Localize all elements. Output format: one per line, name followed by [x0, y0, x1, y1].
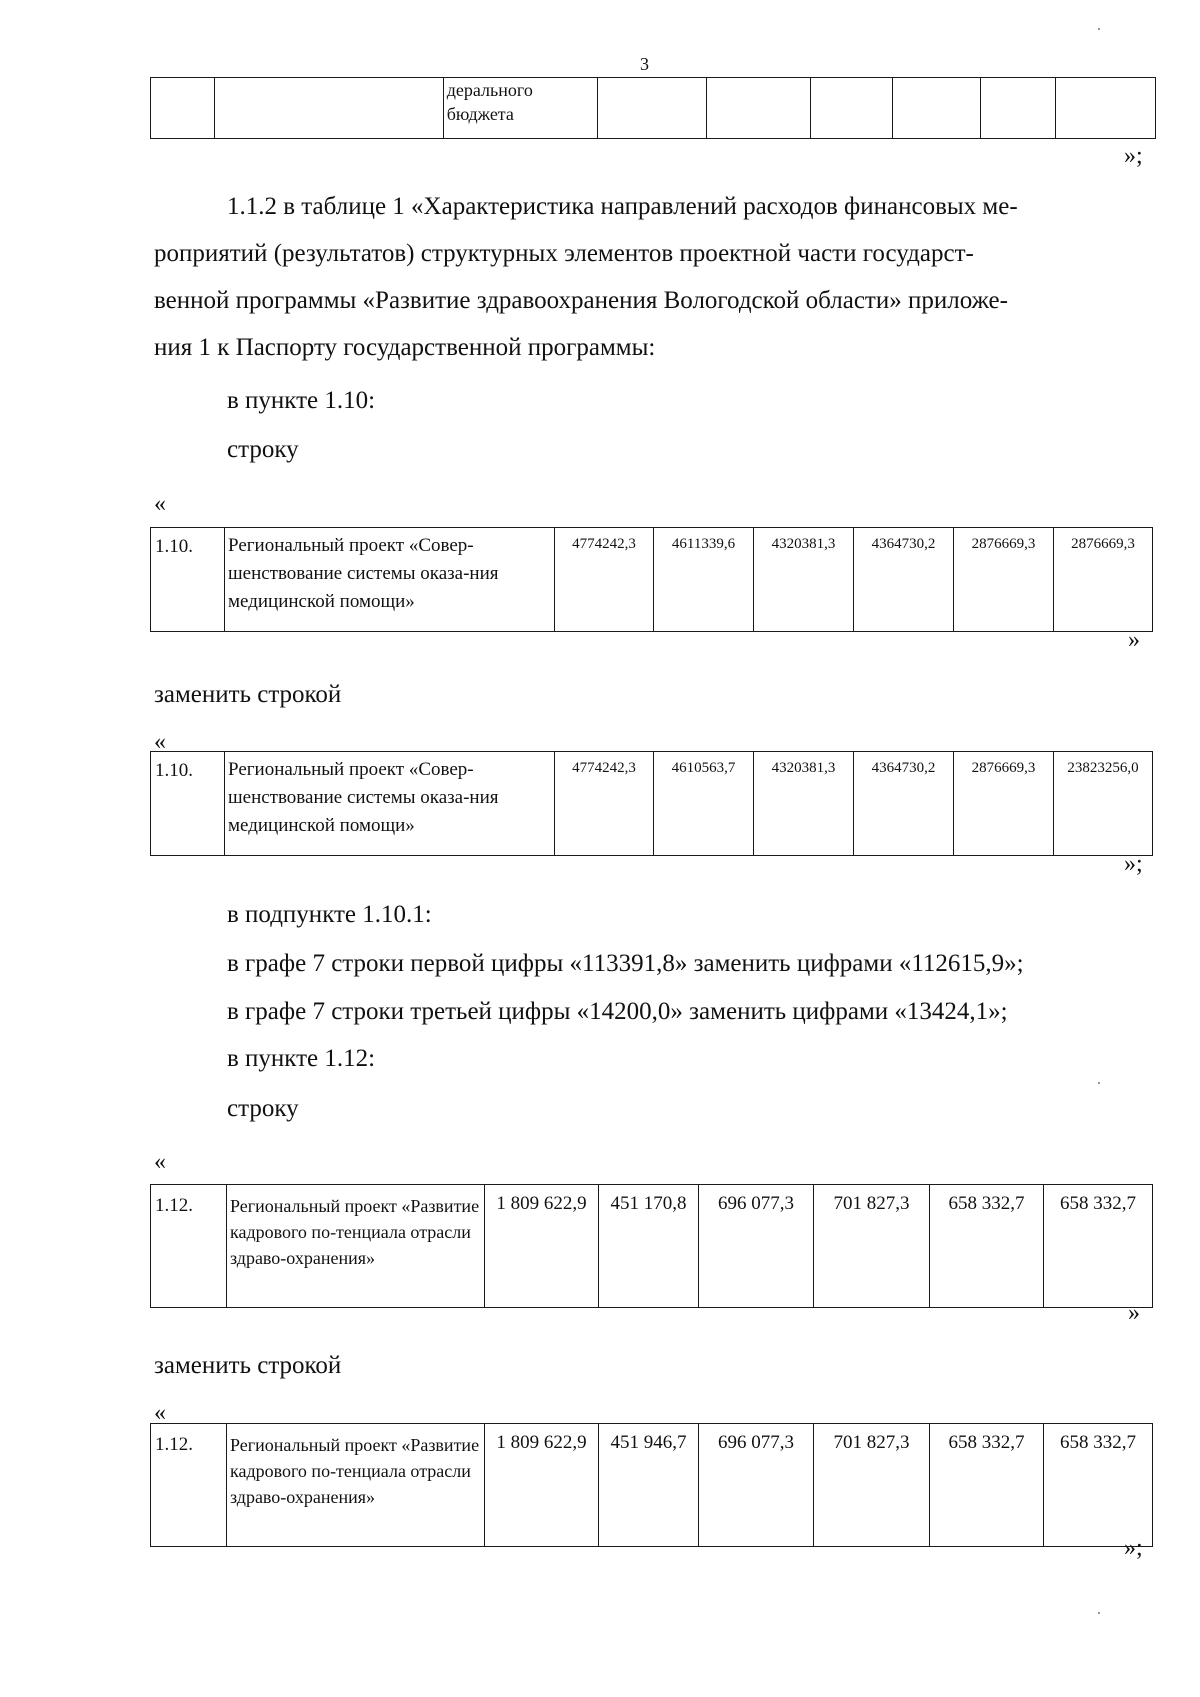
intro-line-3: венной программы «Развитие здравоохранения Вологодской области» приложе- — [154, 287, 1008, 314]
close-quote-mark: » — [1128, 627, 1140, 653]
close-quote-mark: »; — [1124, 1535, 1143, 1561]
project-name: Региональный проект «Совер-шенствование системы оказа-ния медицинской помощи» — [225, 752, 555, 856]
value-cell: 701 827,3 — [814, 1424, 930, 1547]
value-cell: 2876669,3 — [954, 528, 1054, 632]
point-1-12-heading: в пункте 1.12: — [227, 1045, 376, 1072]
subpoint-1-10-1-heading: в подпункте 1.10.1: — [227, 901, 432, 928]
value-cell: 4364730,2 — [854, 528, 954, 632]
value-cell: 658 332,7 — [930, 1185, 1044, 1308]
table-row — [151, 752, 1153, 856]
scan-speck — [1098, 28, 1100, 30]
row-1-10-new-table — [150, 751, 1153, 856]
project-name: Региональный проект «Совер-шенствование системы оказа-ния медицинской помощи» — [225, 528, 555, 632]
value-cell: 4320381,3 — [754, 752, 854, 856]
value-cell: 4774242,3 — [555, 752, 654, 856]
value-cell: 701 827,3 — [814, 1185, 930, 1308]
value-cell: 451 170,8 — [599, 1185, 699, 1308]
point-1-10-heading: в пункте 1.10: — [227, 387, 376, 414]
intro-line-4: ния 1 к Паспорту государственной программы: — [154, 334, 656, 361]
table-row — [151, 1424, 1153, 1547]
value-cell: 4611339,6 — [654, 528, 754, 632]
value-cell: 2876669,3 — [954, 752, 1054, 856]
replace-with-label: заменить строкой — [154, 681, 342, 708]
scan-speck — [1098, 1082, 1100, 1084]
value-cell: 2876669,3 — [1054, 528, 1153, 632]
continuation-table — [150, 77, 1156, 139]
close-quote-mark: »; — [1124, 143, 1143, 169]
replace-with-label: заменить строкой — [154, 1352, 342, 1379]
close-quote-mark: » — [1128, 1300, 1140, 1326]
change-line-2: в графе 7 строки третьей цифры «14200,0» заменить цифрами «13424,1»; — [227, 998, 1008, 1025]
value-cell: 4320381,3 — [754, 528, 854, 632]
value-cell: 4774242,3 — [555, 528, 654, 632]
value-cell: 658 332,7 — [1044, 1424, 1153, 1547]
close-quote-mark: »; — [1124, 851, 1143, 877]
table-row — [151, 78, 1156, 139]
project-name: Региональный проект «Развитие кадрового по-тенциала отрасли здраво-охранения» — [227, 1424, 485, 1547]
value-cell: 658 332,7 — [930, 1424, 1044, 1547]
project-name: Региональный проект «Развитие кадрового по-тенциала отрасли здраво-охранения» — [227, 1185, 485, 1308]
open-quote-mark: « — [154, 729, 166, 755]
value-cell: 1 809 622,9 — [485, 1185, 599, 1308]
row-number: 1.12. — [151, 1185, 227, 1308]
row-1-10-old-table — [150, 527, 1153, 632]
intro-line-2: роприятий (результатов) структурных элементов проектной части государст- — [154, 240, 974, 267]
stroku-label: строку — [227, 1095, 299, 1122]
value-cell: 1 809 622,9 — [485, 1424, 599, 1547]
value-cell: 4364730,2 — [854, 752, 954, 856]
value-cell: 451 946,7 — [599, 1424, 699, 1547]
value-cell: 696 077,3 — [699, 1185, 814, 1308]
row-1-12-new-table — [150, 1423, 1153, 1547]
change-line-1: в графе 7 строки первой цифры «113391,8» заменить цифрами «112615,9»; — [227, 950, 1024, 977]
intro-line-1: 1.1.2 в таблице 1 «Характеристика направлений расходов финансовых ме- — [227, 193, 1018, 220]
open-quote-mark: « — [154, 491, 166, 517]
table-row — [151, 528, 1153, 632]
value-cell: 658 332,7 — [1044, 1185, 1153, 1308]
value-cell: 23823256,0 — [1054, 752, 1153, 856]
table-row — [151, 1185, 1153, 1308]
open-quote-mark: « — [154, 1400, 166, 1426]
row-1-12-old-table — [150, 1184, 1153, 1308]
value-cell: 4610563,7 — [654, 752, 754, 856]
row-number: 1.10. — [151, 752, 225, 856]
open-quote-mark: « — [154, 1149, 166, 1175]
scan-speck — [1098, 1612, 1100, 1614]
stroku-label: строку — [227, 436, 299, 463]
budget-cell: дерального бюджета — [443, 78, 597, 139]
row-number: 1.12. — [151, 1424, 227, 1547]
row-number: 1.10. — [151, 528, 225, 632]
page-number: 3 — [640, 54, 649, 74]
value-cell: 696 077,3 — [699, 1424, 814, 1547]
